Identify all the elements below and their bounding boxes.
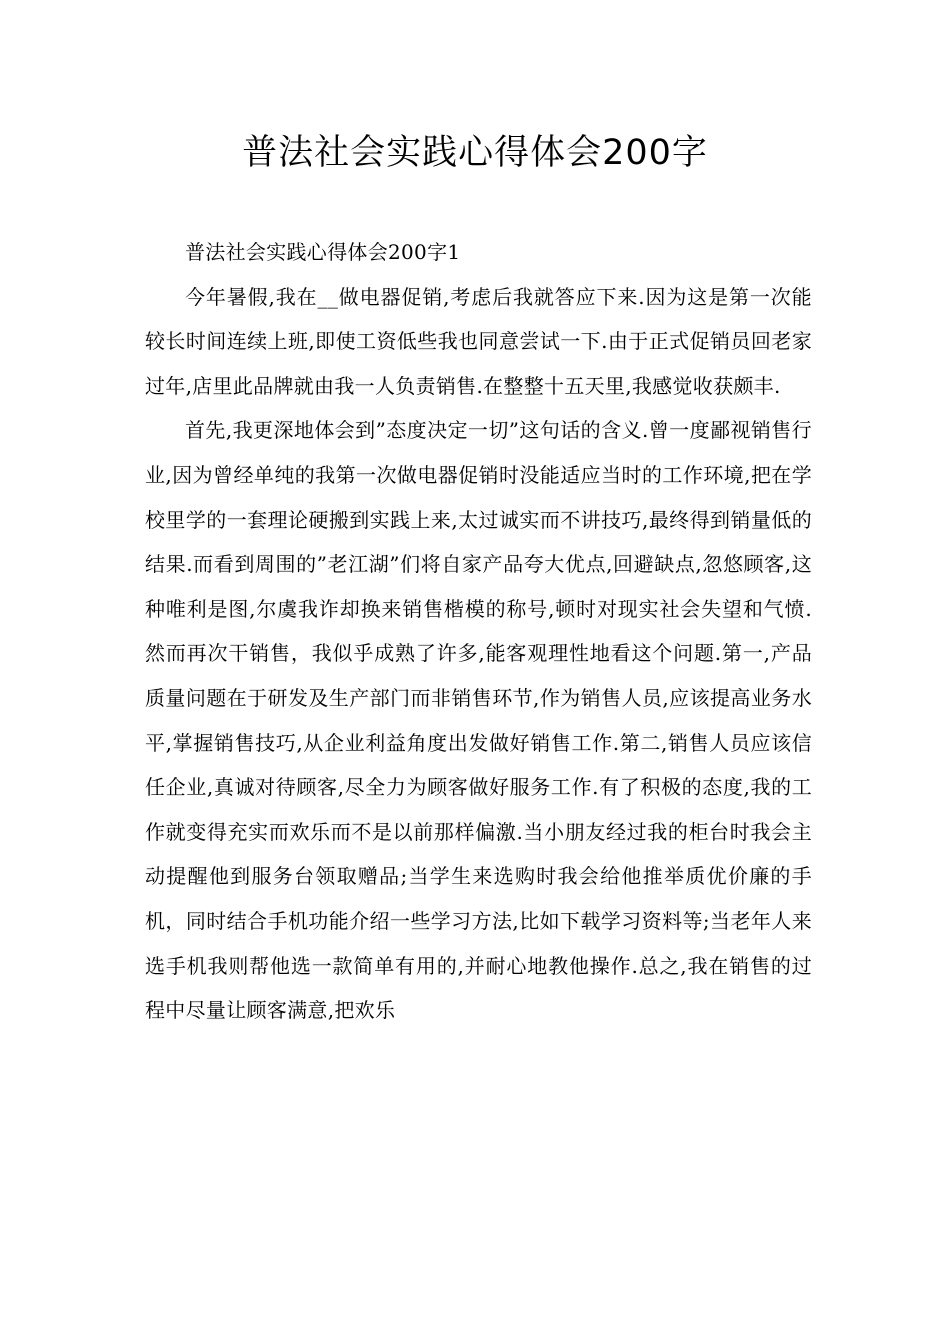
document-body [145,230,812,1033]
document-title: 普法社会实践心得体会200字 [242,133,708,173]
paragraph-1: 今年暑假,我在__做电器促销,考虑后我就答应下来.因为这是第一次能较长时间连续上班,即使工资低些我也同意尝试一下.由于正式促销员回老家过年,店里此品牌就由我一人负责销售.在整整十五天里,我感觉收获颇丰. [145,284,812,398]
paragraph-2: 首先,我更深地体会到”态度决定一切”这句话的含义.曾一度鄙视销售行业,因为曾经单纯的我第一次做电器促销时没能适应当时的工作环境,把在学校里学的一套理论硬搬到实践上来,太过诚实而不讲技巧,最终得到销量低的结果.而看到周围的”老江湖”们将自家产品夸大优点,回避缺点,忽悠顾客,这种唯利是图,尔虞我诈却换来销售楷模的称号,顿时对现实社会失望和气愤.然而再次干销售，我似乎成熟了许多,能客观理性地看这个问题.第一,产品质量问题在于研发及生产部门而非销售环节,作为销售人员,应该提高业务水平,掌握销售技巧,从企业利益角度出发做好销售工作.第二,销售人员应该信任企业,真诚对待顾客,尽全力为顾客做好服务工作.有了积极的态度,我的工作就变得充实而欢乐而不是以前那样偏激.当小朋友经过我的柜台时我会主动提醒他到服务台领取赠品;当学生来选购时我会给他推举质优价廉的手机，同时结合手机功能介绍一些学习方法,比如下载学习资料等;当老年人来选手机我则帮他选一款简单有用的,并耐心地教他操作.总之,我在销售的过程中尽量让顾客满意,把欢乐 [145,418,812,1023]
section-subheading: 普法社会实践心得体会200字1 [185,240,461,264]
